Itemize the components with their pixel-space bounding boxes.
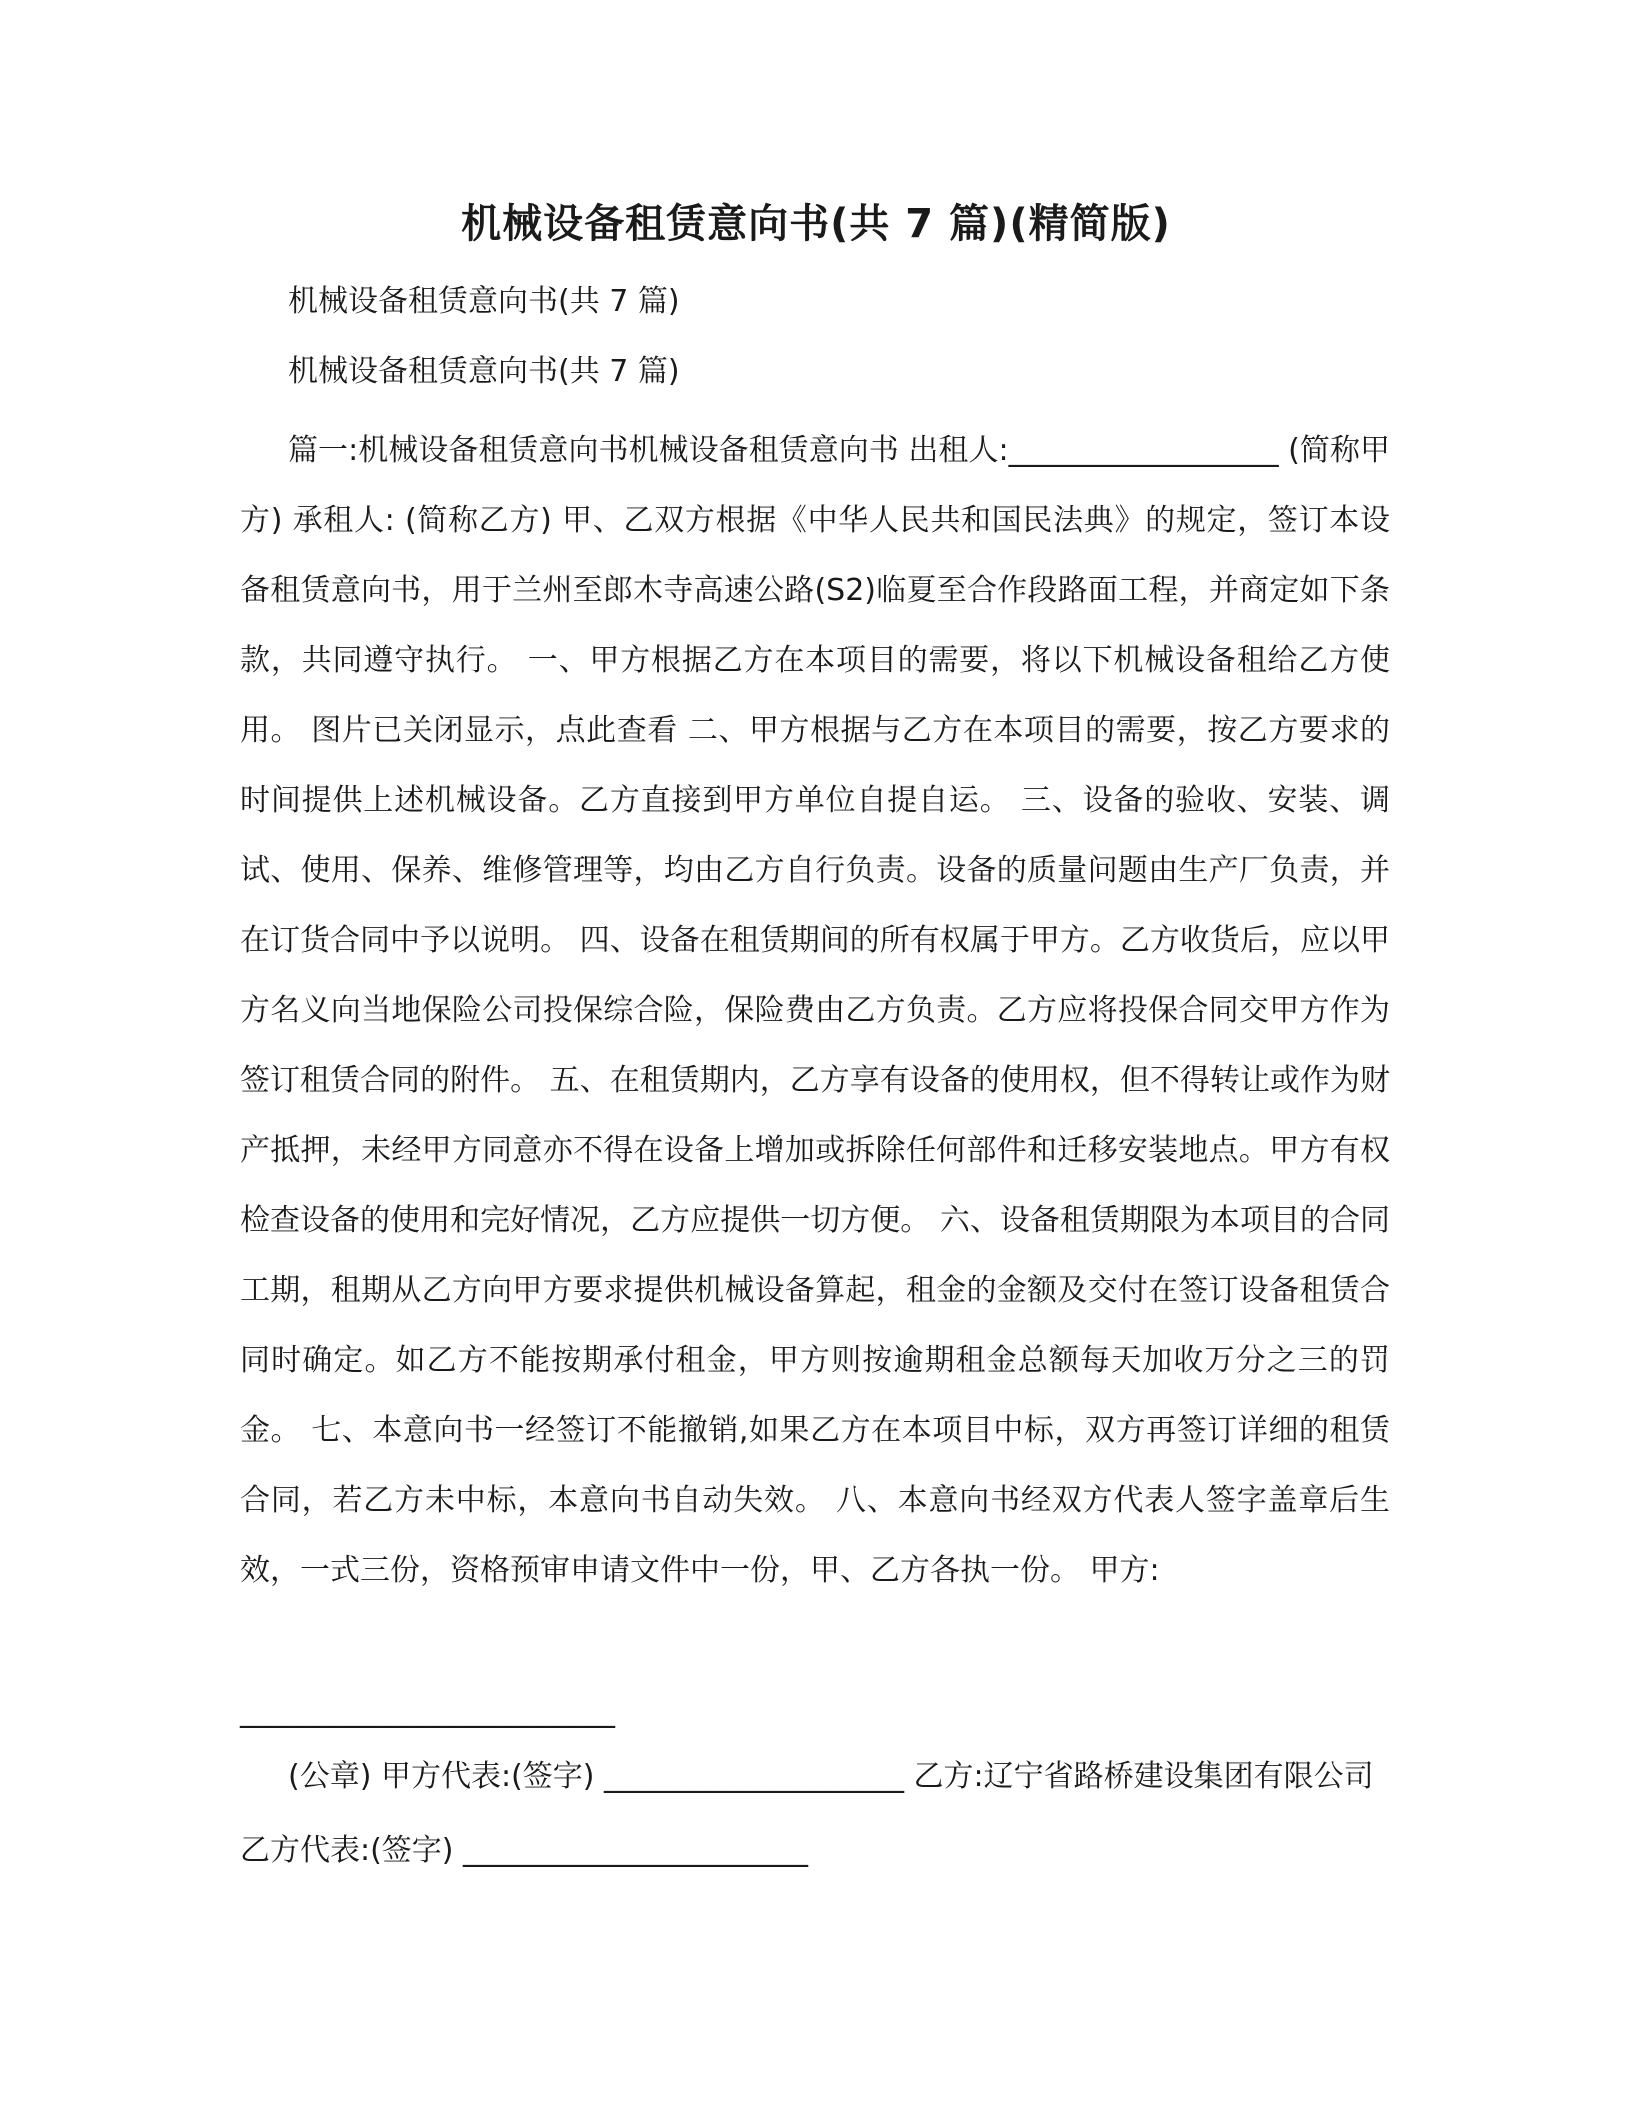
document-body: 篇一:机械设备租赁意向书机械设备租赁意向书 出租人:__________________ (简称甲方) 承租人: (简称乙方) 甲、乙双方根据《中华人民共和国民法典》的规定，签订本设备租赁意向书，用于兰州至郎木寺高速公路(S2)临夏至合作段路面工程，并商定如下条款，共同遵守执行。 一、甲方根据乙方在本项目的需要，将以下机械设备租给乙方使用。 图片已关闭显示，点此查看 二、甲方根据与乙方在本项目的需要，按乙方要求的时间提供上述机械设备。乙方直接到甲方单位自提自运。 三、设备的验收、安装、调试、使用、保养、维修管理等，均由乙方自行负责。设备的质量问题由生产厂负责，并在订货合同中予以说明。 四、设备在租赁期间的所有权属于甲方。乙方收货后，应以甲方名义向当地保险公司投保综合险，保险费由乙方负责。乙方应将投保合同交甲方作为签订租赁合同的附件。 五、在租赁期内，乙方享有设备的使用权，但不得转让或作为财产抵押，未经甲方同意亦不得在设备上增加或拆除任何部件和迁移安装地点。甲方有权检查设备的使用和完好情况，乙方应提供一切方便。 六、设备租赁期限为本项目的合同工期，租期从乙方向甲方要求提供机械设备算起，租金的金额及交付在签订设备租赁合同时确定。如乙方不能按期承付租金，甲方则按逾期租金总额每天加收万分之三的罚金。 七、本意向书一经签订不能撤销,如果乙方在本项目中标，双方再签订详细的租赁合同，若乙方未中标，本意向书自动失效。 八、本意向书经双方代表人签字盖章后生效，一式三份，资格预审申请文件中一份，甲、乙方各执一份。 甲方: bbox=[240, 433, 1390, 1588]
party-a-signature-blank: _________________________ bbox=[240, 1694, 615, 1729]
document-subtitle-1: 机械设备租赁意向书(共 7 篇) bbox=[288, 284, 680, 319]
signature-block: (公章) 甲方代表:(签字) ____________________ 乙方:辽宁省路桥建设集团有限公司 乙方代表:(签字) _______________________ bbox=[240, 1759, 1374, 1868]
document-subtitle-2: 机械设备租赁意向书(共 7 篇) bbox=[288, 354, 680, 389]
document-title: 机械设备租赁意向书(共 7 篇)(精简版) bbox=[461, 201, 1171, 247]
